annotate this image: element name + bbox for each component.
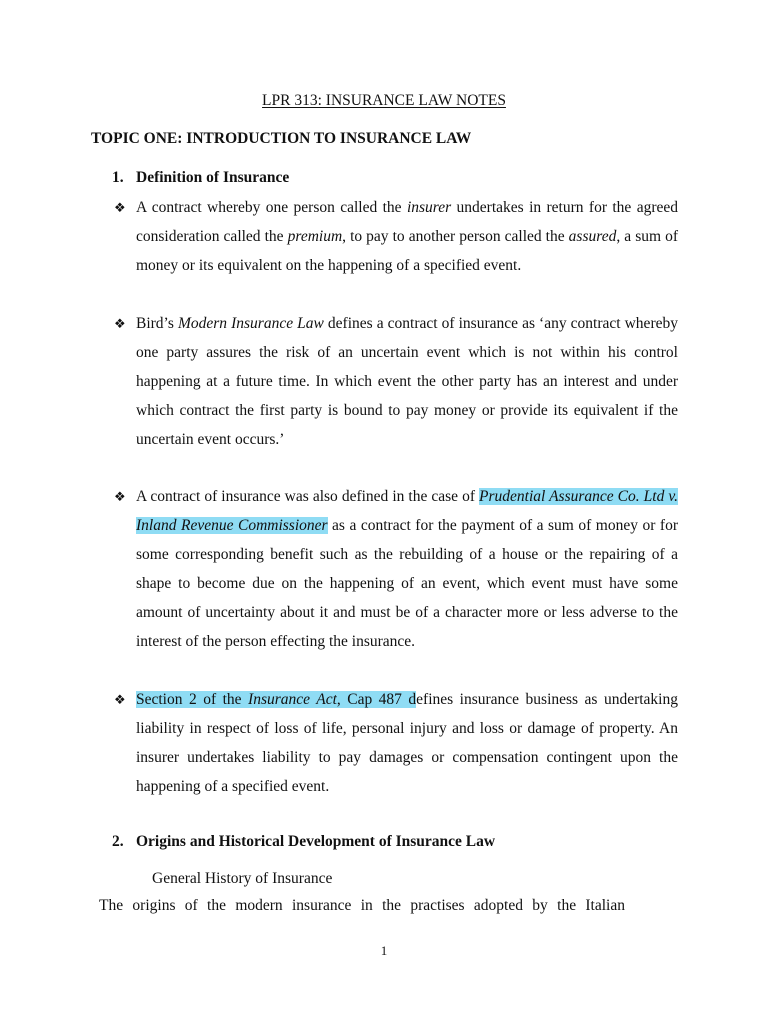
- text-segment: Insurance Act: [248, 691, 337, 708]
- text-segment: undertakes in return for the agreed consideration called the: [136, 199, 678, 245]
- text-segment: A contract whereby one person called the: [136, 199, 407, 216]
- text-segment: , Cap 487 d: [336, 691, 417, 708]
- text-segment: Section 2 of the: [136, 691, 249, 708]
- topic-heading: TOPIC ONE: INTRODUCTION TO INSURANCE LAW: [91, 130, 472, 147]
- text-segment: efines insurance business as undertaking liability in respect of loss of life, personal injury and loss or damage of property. An insurer undertakes liability to pay damages or compensation contingent upon the happening of a specified event.: [136, 691, 678, 795]
- section-number: 2.: [112, 833, 124, 850]
- section-heading-definition: [112, 169, 289, 187]
- text-segment: assured: [568, 228, 617, 245]
- text-segment: as a contract for the payment of a sum of money or for some corresponding benefit such as the rebuilding of a house or the repairing of a shape to become due on the happening of an event, which event must have some amount of uncertainty about it and must be of a character more or less adverse to the interest of the person effecting the insurance.: [136, 517, 678, 650]
- bullet-item-birds-definition: [114, 309, 678, 454]
- diamond-bullet-icon: ❖: [114, 489, 126, 504]
- section-title: Origins and Historical Development of Insurance Law: [136, 833, 496, 850]
- bullet-paragraph: [136, 685, 678, 801]
- text-segment: , to pay to another person called the: [342, 228, 569, 245]
- text-segment: Prudential Assurance Co. Ltd v. Inland Revenue Commissioner: [136, 488, 678, 534]
- diamond-bullet-icon: ❖: [114, 200, 126, 215]
- page-number: 1: [380, 943, 388, 958]
- section-title: Definition of Insurance: [136, 169, 290, 186]
- text-segment: defines a contract of insurance as ‘any contract whereby one party assures the risk of an uncertain event which is not within his control happening at a future time. In which event the other party has an interest and under which contract the first party is bound to pay money or provide its equivalent if the uncertain event occurs.’: [136, 315, 678, 448]
- bullet-item-insurance-act: [114, 685, 678, 801]
- bullet-paragraph: [136, 193, 678, 280]
- bullet-paragraph: [136, 309, 678, 454]
- text-segment: premium: [287, 228, 343, 245]
- text-segment: insurer: [406, 199, 452, 216]
- diamond-bullet-icon: ❖: [114, 692, 126, 707]
- text-segment: , a sum of money or its equivalent on the happening of a specified event.: [136, 228, 678, 274]
- paragraph-origins: The origins of the modern insurance in the practises adopted by the Italian: [99, 897, 625, 914]
- bullet-paragraph: [136, 482, 678, 656]
- text-segment: Modern Insurance Law: [177, 315, 324, 332]
- bullet-item-case-definition: [114, 482, 678, 656]
- diamond-bullet-icon: ❖: [114, 316, 126, 331]
- bullet-item-definition: [114, 193, 678, 280]
- subheading-general-history: General History of Insurance: [152, 870, 333, 887]
- section-heading-origins: [112, 833, 495, 851]
- text-segment: A contract of insurance was also defined in the case of: [136, 488, 480, 505]
- text-segment: Bird’s: [136, 315, 178, 332]
- section-number: 1.: [112, 169, 124, 186]
- document-title: LPR 313: INSURANCE LAW NOTES: [262, 92, 506, 109]
